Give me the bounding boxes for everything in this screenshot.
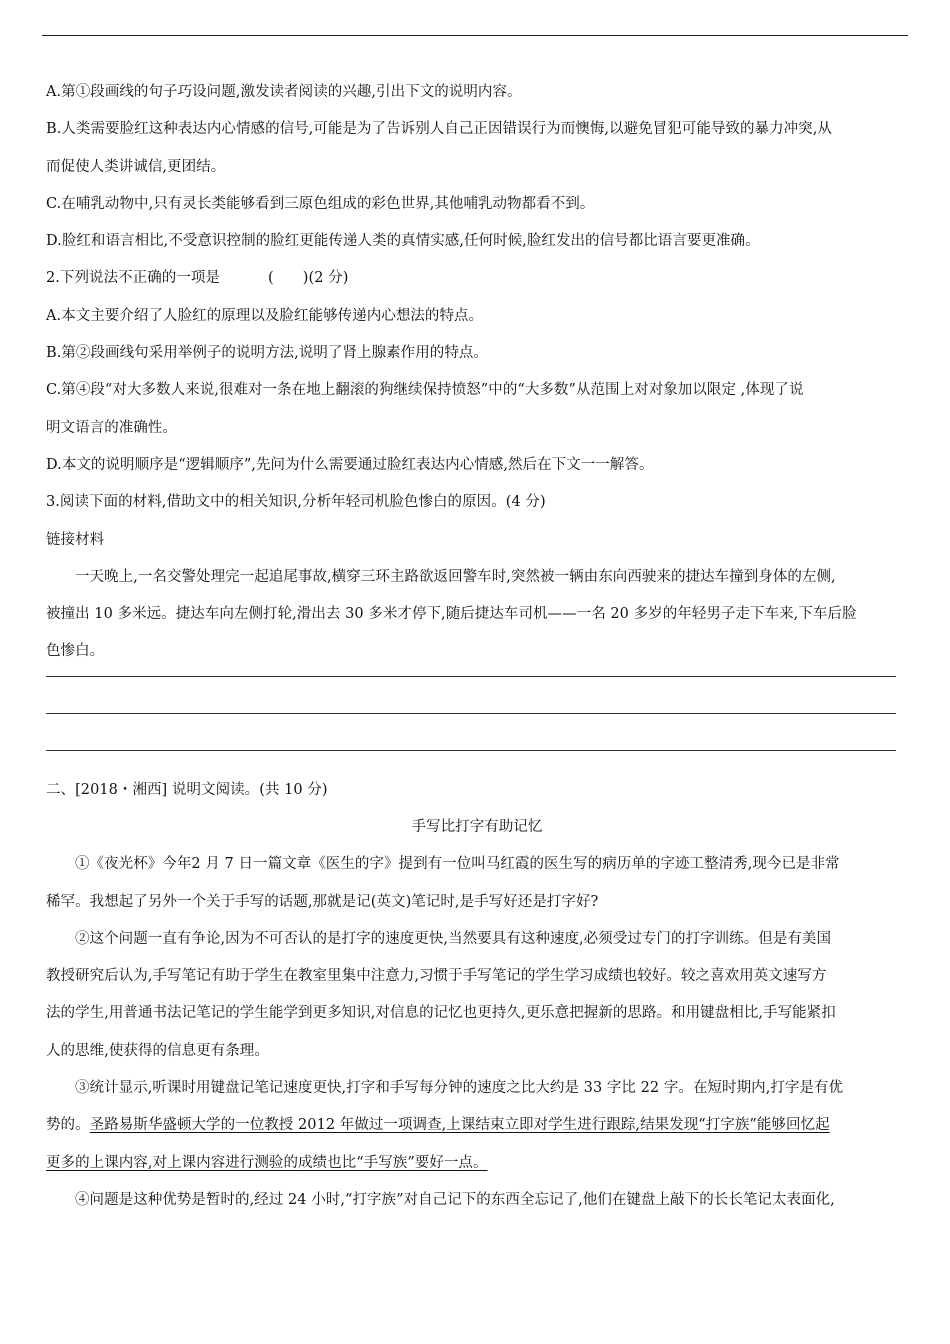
q2-option-d: D.本文的说明顺序是“逻辑顺序”,先问为什么需要通过脸红表达内心情感,然后在下文一一解答。 [46, 456, 654, 473]
answer-line [46, 750, 896, 751]
answer-line [46, 676, 896, 677]
paragraph-3-line2 [46, 1115, 908, 1135]
paragraph-2-line1: ②这个问题一直有争论,因为不可否认的是打字的速度更快,当然要具有这种速度,必须受过专门的打字训练。但是有美国 [75, 930, 832, 947]
answer-line [46, 713, 896, 714]
q2-stem-line [46, 268, 908, 288]
document-page [46, 82, 908, 1227]
q2-answer-paren: ( )(2 分) [267, 270, 349, 287]
paragraph-2-line2: 教授研究后认为,手写笔记有助于学生在教室里集中注意力,习惯于手写笔记的学生学习成绩也较好。较之喜欢用英文速写方 [46, 968, 827, 985]
q3-answer-area [46, 676, 908, 752]
underlined-sentence: 圣路易斯华盛顿大学的一位教授 2012 年做过一项调查,上课结束立即对学生进行跟踪,结果发现“打字族”能够回忆起 [89, 1117, 830, 1134]
paragraph-2-line3: 法的学生,用普通书法记笔记的学生能学到更多知识,对信息的记忆也更持久,更乐意把握新的思路。和用键盘相比,手写能紧扣 [46, 1005, 836, 1022]
q2-option-a: A.本文主要介绍了人脸红的原理以及脸红能够传递内心想法的特点。 [46, 307, 484, 324]
paragraph-4-line1: ④问题是这种优势是暂时的,经过 24 小时,“打字族”对自己记下的东西全忘记了,他们在键盘上敲下的长长笔记太表面化, [75, 1191, 835, 1208]
paragraph-1-line1: ①《夜光杯》今年2 月 7 日一篇文章《医生的字》提到有一位叫马红霞的医生写的病历单的字迹工整清秀,现今已是非常 [75, 856, 840, 873]
q1-option-a: A.第①段画线的句子巧设问题,激发读者阅读的兴趣,引出下文的说明内容。 [46, 84, 522, 100]
paragraph-2-line4: 人的思维,使获得的信息更有条理。 [46, 1042, 269, 1059]
q2-option-c-line2: 明文语言的准确性。 [46, 419, 177, 436]
article-title: 手写比打字有助记忆 [411, 818, 543, 835]
paragraph-3-line2-start: 势的。 [46, 1117, 90, 1134]
q3-material-label: 链接材料 [46, 531, 105, 548]
q3-stem: 3.阅读下面的材料,借助文中的相关知识,分析年轻司机脸色惨白的原因。(4 分) [46, 494, 546, 511]
q2-option-b: B.第②段画线句采用举例子的说明方法,说明了肾上腺素作用的特点。 [46, 345, 488, 362]
q2-option-c-line1: C.第④段“对大多数人来说,很难对一条在地上翻滚的狗继续保持愤怒”中的“大多数”从范围上对对象加以限定 ,体现了说 [46, 382, 804, 399]
q2-stem: 2.下列说法不正确的一项是 [46, 270, 220, 287]
paragraph-3-line3 [46, 1153, 908, 1173]
q3-material-line1: 一天晚上,一名交警处理完一起追尾事故,横穿三环主路欲返回警车时,突然被一辆由东向西驶来的捷达车撞到身体的左侧, [75, 568, 836, 585]
q3-material-line3: 色惨白。 [46, 643, 105, 660]
q1-option-c: C.在哺乳动物中,只有灵长类能够看到三原色组成的彩色世界,其他哺乳动物都看不到。 [46, 195, 595, 212]
header-rule [42, 35, 908, 36]
underlined-sentence-end: 更多的上课内容,对上课内容进行测验的成绩也比“手写族”要好一点。 [46, 1154, 488, 1171]
section-heading: 二、[2018・湘西] 说明文阅读。(共 10 分) [46, 781, 328, 798]
q1-option-d: D.脸红和语言相比,不受意识控制的脸红更能传递人类的真情实感,任何时候,脸红发出的信号都比语言要更准确。 [46, 233, 760, 250]
q3-material-line2: 被撞出 10 多米远。捷达车向左侧打轮,滑出去 30 多米才停下,随后捷达车司机——一名 20 多岁的年轻男子走下车来,下车后脸 [46, 606, 857, 623]
paragraph-1-line2: 稀罕。我想起了另外一个关于手写的话题,那就是记(英文)笔记时,是手写好还是打字好? [46, 893, 599, 910]
paragraph-3-line1: ③统计显示,听课时用键盘记笔记速度更快,打字和手写每分钟的速度之比大约是 33 字比 22 字。在短时期内,打字是有优 [75, 1080, 844, 1097]
q1-option-b-line2: 而促使人类讲诚信,更团结。 [46, 158, 226, 175]
q1-option-b-line1: B.人类需要脸红这种表达内心情感的信号,可能是为了告诉别人自己正因错误行为而懊悔,以避免冒犯可能导致的暴力冲突,从 [46, 121, 832, 138]
